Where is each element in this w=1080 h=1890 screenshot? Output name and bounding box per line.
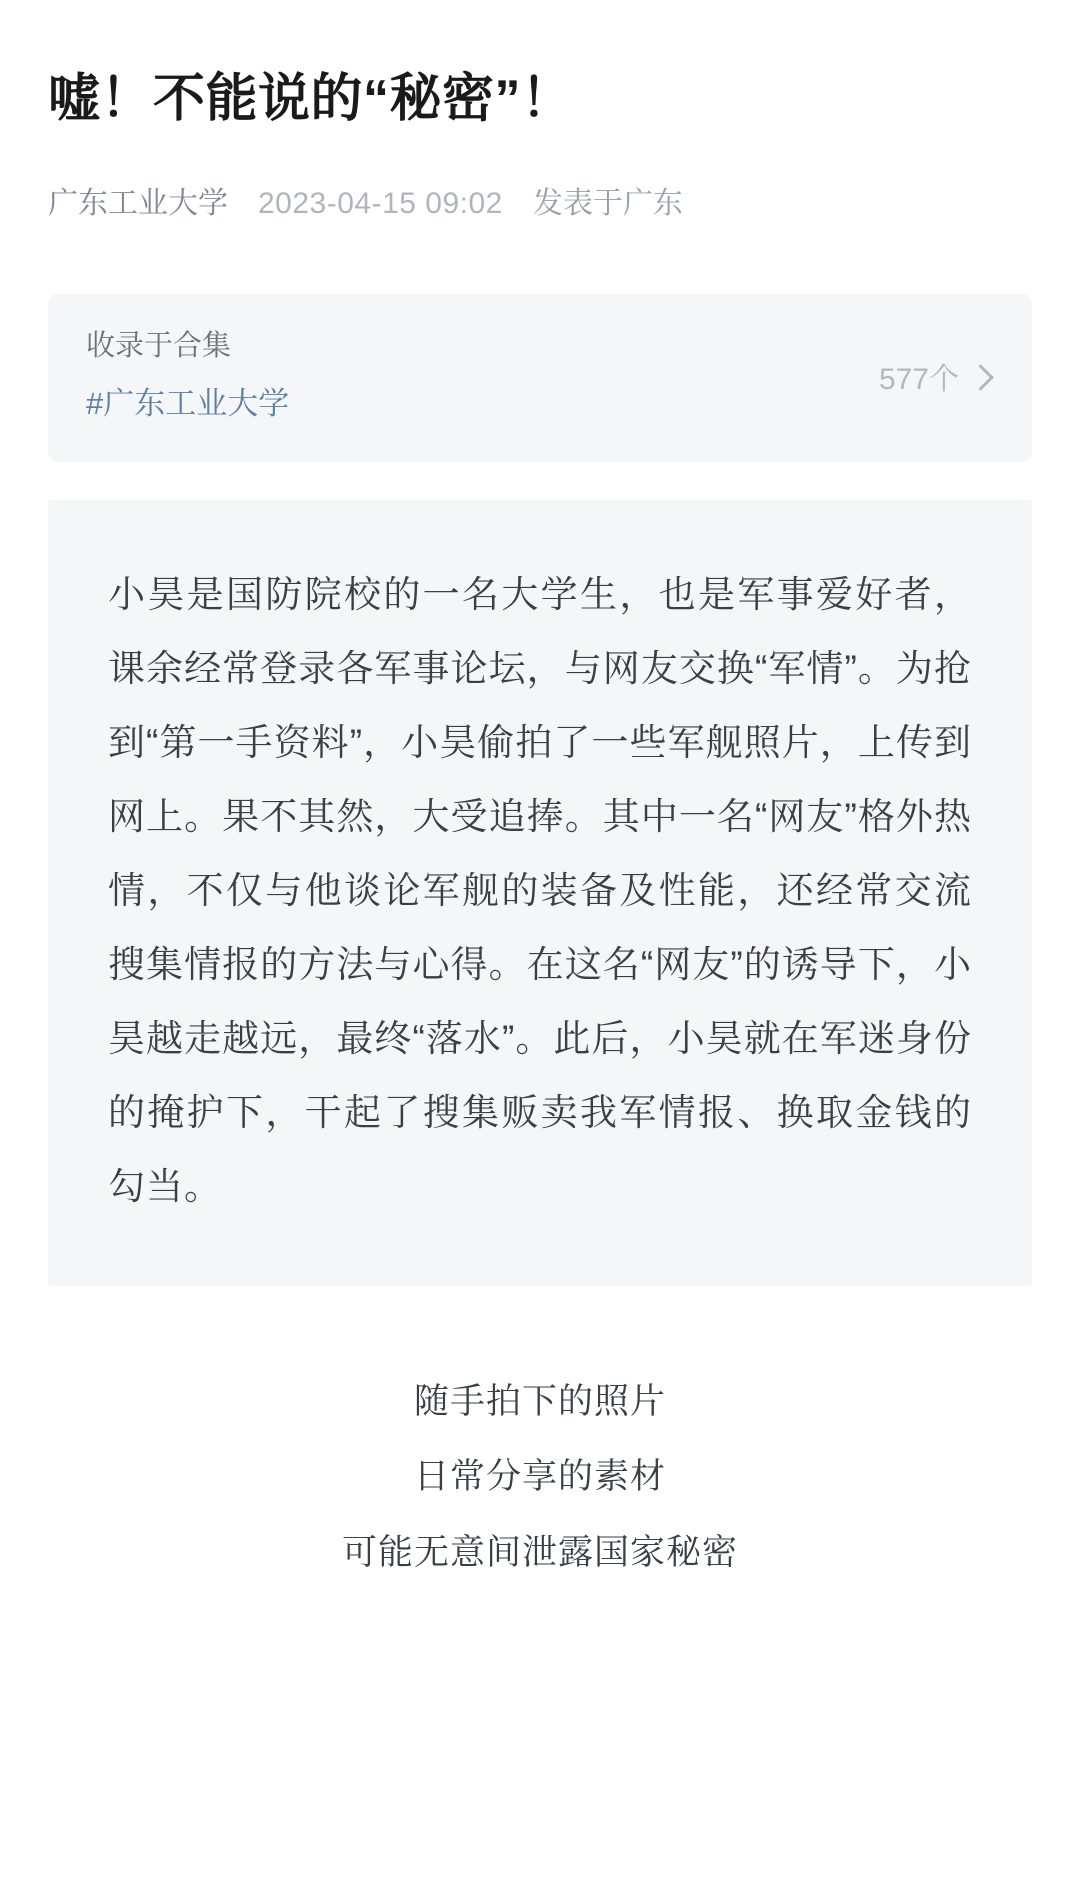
article-body-text: 小昊是国防院校的一名大学生，也是军事爱好者，课余经常登录各军事论坛，与网友交换“军情”。为抢到“第一手资料”，小昊偷拍了一些军舰照片，上传到网上。果不其然，大受追捧。其中一名“网友”格外热情，不仅与他谈论军舰的装备及性能，还经常交流搜集情报的方法与心得。在这名“网友”的诱导下，小昊越走越远，最终“落水”。此后，小昊就在军迷身份的掩护下，干起了搜集贩卖我军情报、换取金钱的勾当。 bbox=[108, 574, 972, 1208]
publish-location: 发表于广东 bbox=[532, 187, 683, 221]
chevron-right-icon bbox=[967, 364, 994, 391]
tagline-line: 随手拍下的照片 bbox=[413, 1382, 666, 1422]
author-name[interactable]: 广东工业大学 bbox=[48, 187, 228, 221]
tagline-line: 日常分享的素材 bbox=[413, 1457, 666, 1497]
publish-date: 2023-04-15 09:02 bbox=[258, 187, 503, 221]
collection-tag[interactable]: #广东工业大学 bbox=[86, 385, 290, 421]
collection-count-area[interactable] bbox=[879, 354, 994, 398]
collection-info bbox=[86, 328, 289, 424]
article-meta bbox=[48, 178, 1032, 222]
collection-label: 收录于合集 bbox=[86, 330, 232, 363]
tagline-line: 可能无意间泄露国家秘密 bbox=[341, 1532, 738, 1572]
article-body-card bbox=[48, 500, 1032, 1286]
collection-count: 577个 bbox=[878, 363, 959, 397]
page-title: 嘘！不能说的“秘密”！ bbox=[48, 70, 574, 128]
tagline-block bbox=[48, 1364, 1032, 1590]
collection-card[interactable] bbox=[48, 294, 1032, 462]
